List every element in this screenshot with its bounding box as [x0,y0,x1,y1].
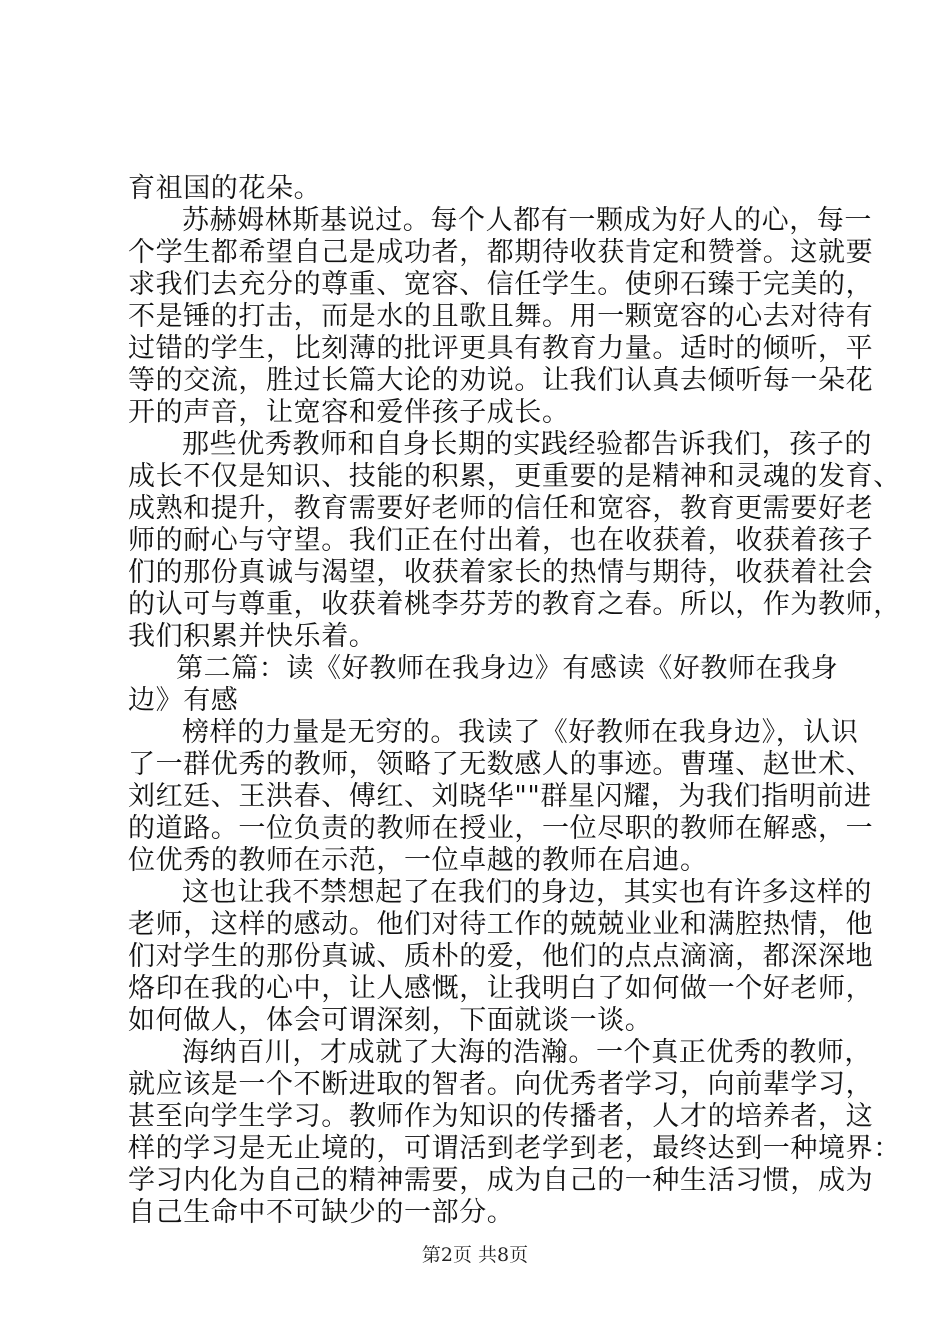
text-line: 这也让我不禁想起了在我们的身边，其实也有许多这样的 [182,877,872,908]
text-line: 过错的学生，比刻薄的批评更具有教育力量。适时的倾听，平 [128,333,874,364]
text-line: 成长不仅是知识、技能的积累，更重要的是精神和灵魂的发育、 [128,461,901,492]
text-line: 等的交流，胜过长篇大论的劝说。让我们认真去倾听每一朵花 [128,365,874,396]
text-line: 位优秀的教师在示范，一位卓越的教师在启迪。 [128,845,708,876]
page-footer [0,1243,950,1267]
text-line: 样的学习是无止境的，可谓活到老学到老，最终达到一种境界： [128,1133,901,1164]
text-line: 们的那份真诚与渴望，收获着家长的热情与期待，收获着社会 [128,557,874,588]
section-heading-line: 第二篇：读《好教师在我身边》有感读《好教师在我身 [176,653,839,684]
text-line: 开的声音，让宽容和爱伴孩子成长。 [128,397,570,428]
text-line: 个学生都希望自己是成功者，都期待收获肯定和赞誉。这就要 [128,237,874,268]
document-body [128,173,901,1229]
page-number-label: 第2页 共8页 [421,1244,529,1266]
text-line: 就应该是一个不断进取的智者。向优秀者学习，向前辈学习， [128,1069,874,1100]
text-line: 边》有感 [128,685,239,716]
text-line: 我们积累并快乐着。 [128,621,377,652]
text-line: 老师，这样的感动。他们对待工作的兢兢业业和满腔热情，他 [128,909,874,940]
text-line: 海纳百川，才成就了大海的浩瀚。一个真正优秀的教师， [182,1037,872,1068]
text-line: 刘红廷、王洪春、傅红、刘晓华""群星闪耀，为我们指明前进 [128,781,872,812]
text-line: 的认可与尊重，收获着桃李芬芳的教育之春。所以，作为教师， [128,589,901,620]
text-line: 求我们去充分的尊重、宽容、信任学生。使卵石臻于完美的， [128,269,874,300]
text-line: 榜样的力量是无穷的。我读了《好教师在我身边》，认识 [182,717,859,748]
text-line: 那些优秀教师和自身长期的实践经验都告诉我们，孩子的 [182,429,872,460]
text-line: 了一群优秀的教师，领略了无数感人的事迹。曹瑾、赵世术、 [128,749,874,780]
text-line: 甚至向学生学习。教师作为知识的传播者，人才的培养者，这 [128,1101,874,1132]
text-line: 不是锤的打击，而是水的且歌且舞。用一颗宽容的心去对待有 [128,301,874,332]
text-line: 们对学生的那份真诚、质朴的爱，他们的点点滴滴，都深深地 [128,941,874,972]
text-line: 烙印在我的心中，让人感慨，让我明白了如何做一个好老师， [128,973,874,1004]
text-line: 自己生命中不可缺少的一部分。 [128,1197,515,1228]
text-line: 的道路。一位负责的教师在授业，一位尽职的教师在解惑，一 [128,813,874,844]
text-line: 苏赫姆林斯基说过。每个人都有一颗成为好人的心，每一 [182,205,872,236]
text-line: 育祖国的花朵。 [128,173,322,204]
text-line: 学习内化为自己的精神需要，成为自己的一种生活习惯，成为 [128,1165,874,1196]
text-line: 成熟和提升，教育需要好老师的信任和宽容，教育更需要好老 [128,493,874,524]
text-line: 如何做人，体会可谓深刻，下面就谈一谈。 [128,1005,653,1036]
text-line: 师的耐心与守望。我们正在付出着，也在收获着，收获着孩子 [128,525,874,556]
